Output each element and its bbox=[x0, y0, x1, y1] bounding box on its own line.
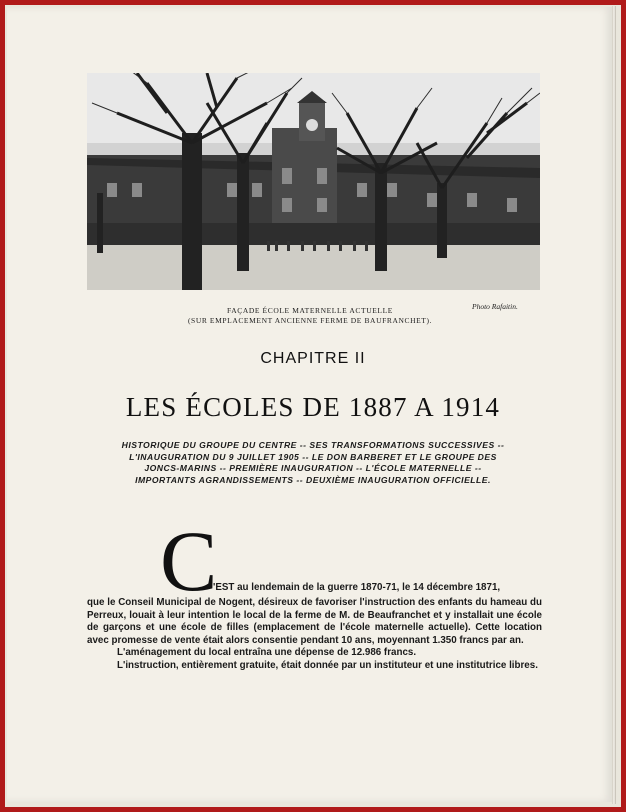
paragraph-3: L'instruction, entièrement gratuite, était donnée par un instituteur et une institutrice libres. bbox=[117, 659, 538, 671]
facade-illustration bbox=[87, 73, 540, 290]
body-text bbox=[87, 597, 542, 673]
school-facade-photo bbox=[87, 73, 540, 290]
chapter-heading: CHAPITRE II bbox=[260, 350, 366, 367]
chapter-summary: HISTORIQUE DU GROUPE DU CENTRE -- SES TRANSFORMATIONS SUCCESSIVES -- L'INAUGURATION DU 9 JUILLET 1905 -- LE DON BARBERET ET LE GROUPE DES JONCS-MARINS -- PREMIÈRE INAUGURATION -- L'ÉCOLE MATERNELLE -- IMPORTANTS AGRANDISSEMENTS -- DEUXIÈME INAUGURATION OFFICIELLE. bbox=[121, 440, 505, 485]
caption-line-1: FAÇADE ÉCOLE MATERNELLE ACTUELLE bbox=[227, 306, 393, 315]
paragraph-1: que le Conseil Municipal de Nogent, désireux de favoriser l'instruction des enfants du hameau du Perreux, louait à leur intention le local de la ferme de M. de Beaufranchet et y installait une école de garçons et une école de filles (emplacement de l'école maternelle actuelle). Cette location avec promesse de vente était alors consentie pendant 10 ans, moyennant 1.350 francs par an. bbox=[87, 597, 542, 646]
photo-caption bbox=[130, 306, 490, 326]
paragraph-2: L'aménagement du local entraîna une dépense de 12.986 francs. bbox=[117, 647, 417, 659]
first-line: 'EST au lendemain de la guerre 1870-71, le 14 décembre 1871, bbox=[213, 582, 501, 593]
drop-cap: C bbox=[160, 513, 218, 609]
photo-credit: Photo Rafaitin. bbox=[472, 302, 518, 311]
chapter-title: LES ÉCOLES DE 1887 A 1914 bbox=[125, 392, 501, 422]
caption-line-2: (SUR EMPLACEMENT ANCIENNE FERME DE BAUFRANCHET). bbox=[187, 316, 433, 325]
